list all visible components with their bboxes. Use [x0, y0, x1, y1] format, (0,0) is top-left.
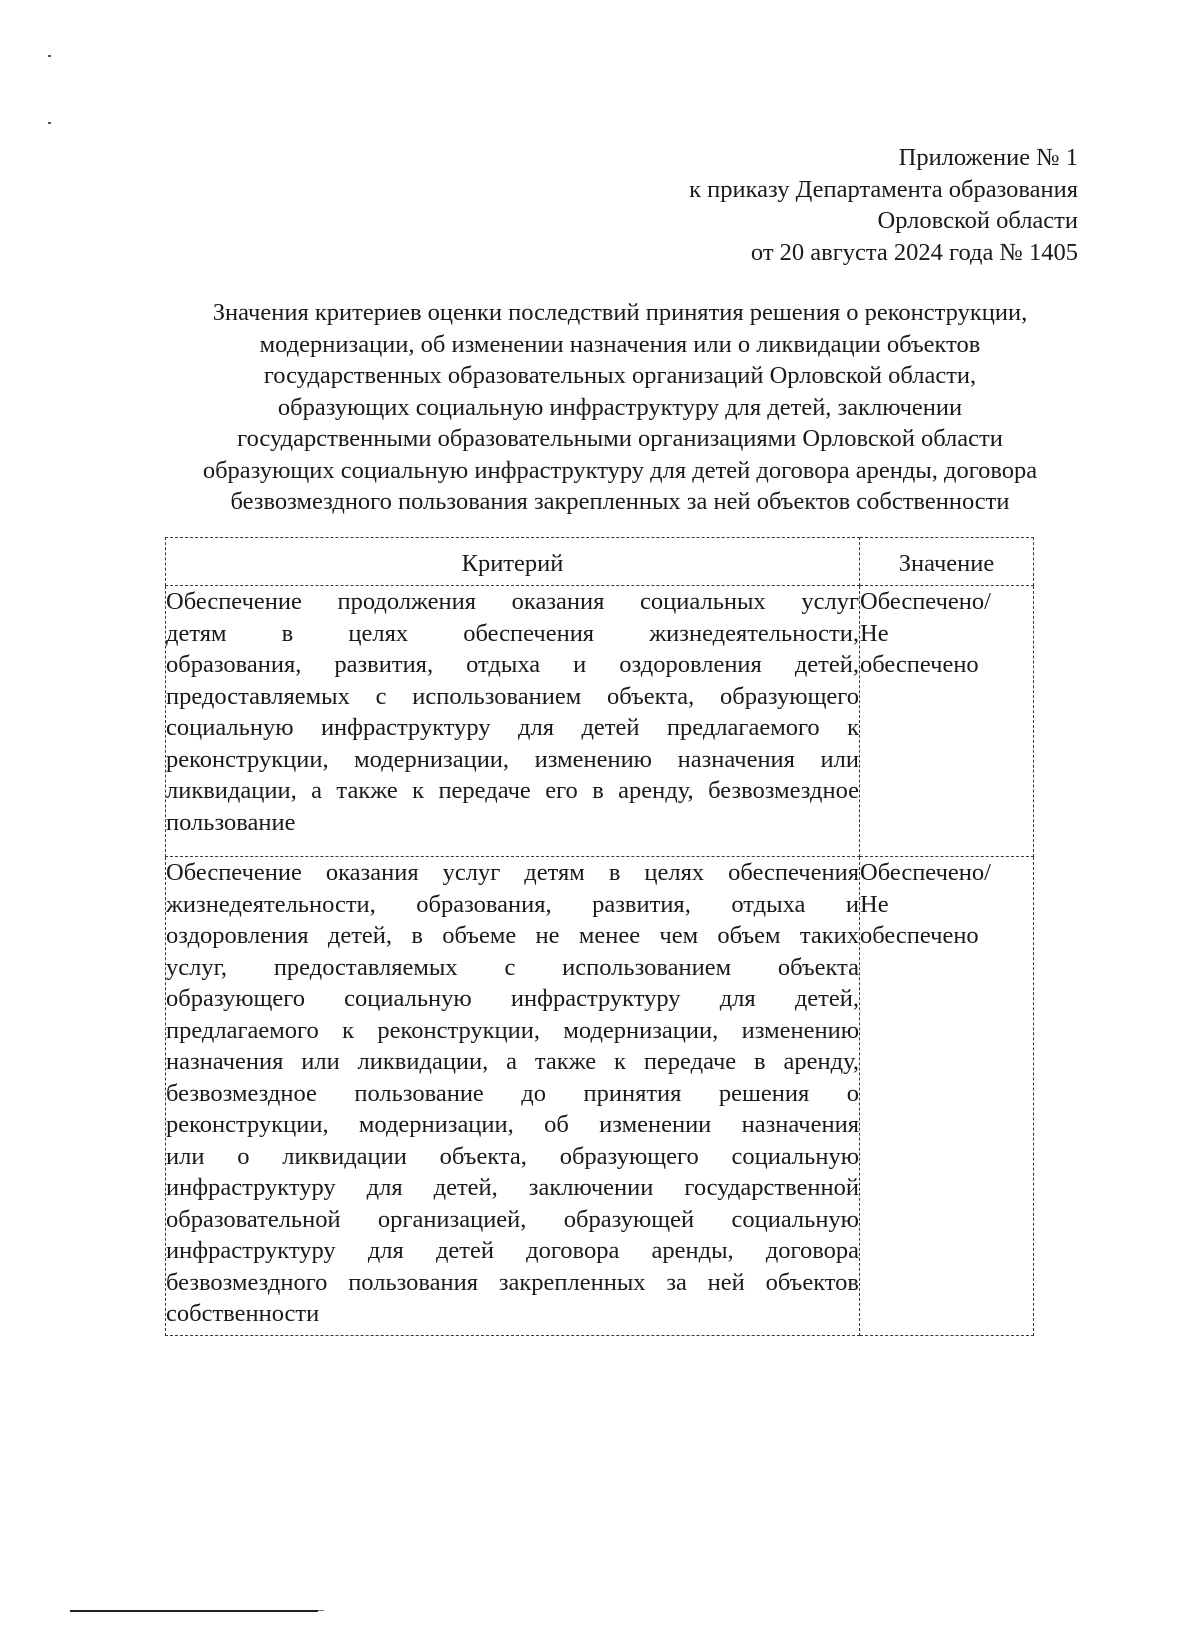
criterion-cell — [166, 857, 860, 1336]
appendix-line: Орловской области — [877, 207, 1078, 234]
value-line: Обеспечено/ — [860, 588, 991, 615]
title-line: государственных образовательных организаций Орловской области, — [263, 362, 977, 389]
document-title — [150, 297, 1090, 518]
appendix-line: от 20 августа 2024 года № 1405 — [750, 238, 1078, 266]
criterion-line: реконструкции, модернизации, изменению назначения или — [166, 745, 859, 773]
value-cell — [860, 586, 1034, 857]
criterion-line: реконструкции, модернизации, об изменении назначения — [166, 1111, 859, 1138]
criterion-line: назначения или ликвидации, а также к передаче в аренду, — [166, 1048, 859, 1075]
criterion-line: образования, развития, отдыха и оздоровления детей, — [166, 651, 859, 678]
criterion-line: ликвидации, а также к передаче его в аренду, безвозмездное — [166, 777, 859, 804]
criterion-line: детям в целях обеспечения жизнедеятельности, — [166, 619, 859, 647]
criterion-cell — [166, 586, 860, 857]
header-criterion: Критерий — [166, 538, 860, 586]
title-line: модернизации, об изменении назначения или о ликвидации объектов — [259, 330, 981, 358]
appendix-line: Приложение № 1 — [898, 144, 1078, 171]
criterion-line: услуг, предоставляемых с использованием объекта — [166, 953, 859, 981]
title-line: безвозмездного пользования закрепленных за ней объектов собственности — [230, 488, 1010, 515]
value-line: обеспечено — [860, 651, 979, 678]
criterion-line: предоставляемых с использованием объекта, образующего — [166, 682, 859, 710]
criterion-line: инфраструктуру для детей, заключении государственной — [166, 1174, 859, 1201]
value-line: Не — [860, 890, 889, 918]
criterion-line: собственности — [166, 1300, 320, 1327]
value-line: обеспечено — [860, 922, 979, 949]
title-line: государственными образовательными организациями Орловской области — [237, 425, 1003, 452]
value-line: Не — [860, 619, 889, 647]
footer-rule — [70, 1610, 318, 1612]
criterion-line: безвозмездного пользования закрепленных за ней объектов — [166, 1268, 859, 1296]
appendix-line: к приказу Департамента образования — [689, 175, 1078, 203]
criterion-line: безвозмездное пользование до принятия решения о — [166, 1079, 859, 1107]
criterion-line: пользование — [166, 808, 296, 836]
title-line: образующих социальную инфраструктуру для детей, заключении — [277, 393, 963, 421]
title-line: образующих социальную инфраструктуру для детей договора аренды, договора — [202, 456, 1038, 484]
table-row — [166, 586, 1034, 857]
table-row — [166, 857, 1034, 1336]
header-value: Значение — [860, 538, 1034, 586]
criterion-line: жизнедеятельности, образования, развития, отдыха и — [166, 890, 859, 918]
criterion-line: образующего социальную инфраструктуру для детей, — [166, 985, 859, 1012]
appendix-header — [689, 142, 1078, 268]
criterion-line: предлагаемого к реконструкции, модернизации, изменению — [166, 1016, 859, 1044]
criterion-line: Обеспечение продолжения оказания социальных услуг — [166, 588, 859, 615]
value-line: Обеспечено/ — [860, 859, 991, 886]
criterion-line: Обеспечение оказания услуг детям в целях обеспечения — [166, 859, 859, 886]
criterion-line: или о ликвидации объекта, образующего социальную — [166, 1142, 859, 1170]
table-header-row — [166, 538, 1034, 586]
title-line: Значения критериев оценки последствий принятия решения о реконструкции, — [212, 299, 1028, 326]
criterion-line: инфраструктуру для детей договора аренды, договора — [166, 1237, 859, 1264]
criterion-line: оздоровления детей, в объеме не менее чем объем таких — [166, 922, 859, 949]
criteria-table — [165, 537, 1034, 1336]
criterion-line: социальную инфраструктуру для детей предлагаемого к — [166, 714, 859, 741]
scan-mark-top — [48, 55, 51, 57]
scan-mark-second — [48, 122, 51, 124]
criterion-line: образовательной организацией, образующей социальную — [166, 1205, 859, 1233]
value-cell — [860, 857, 1034, 1336]
